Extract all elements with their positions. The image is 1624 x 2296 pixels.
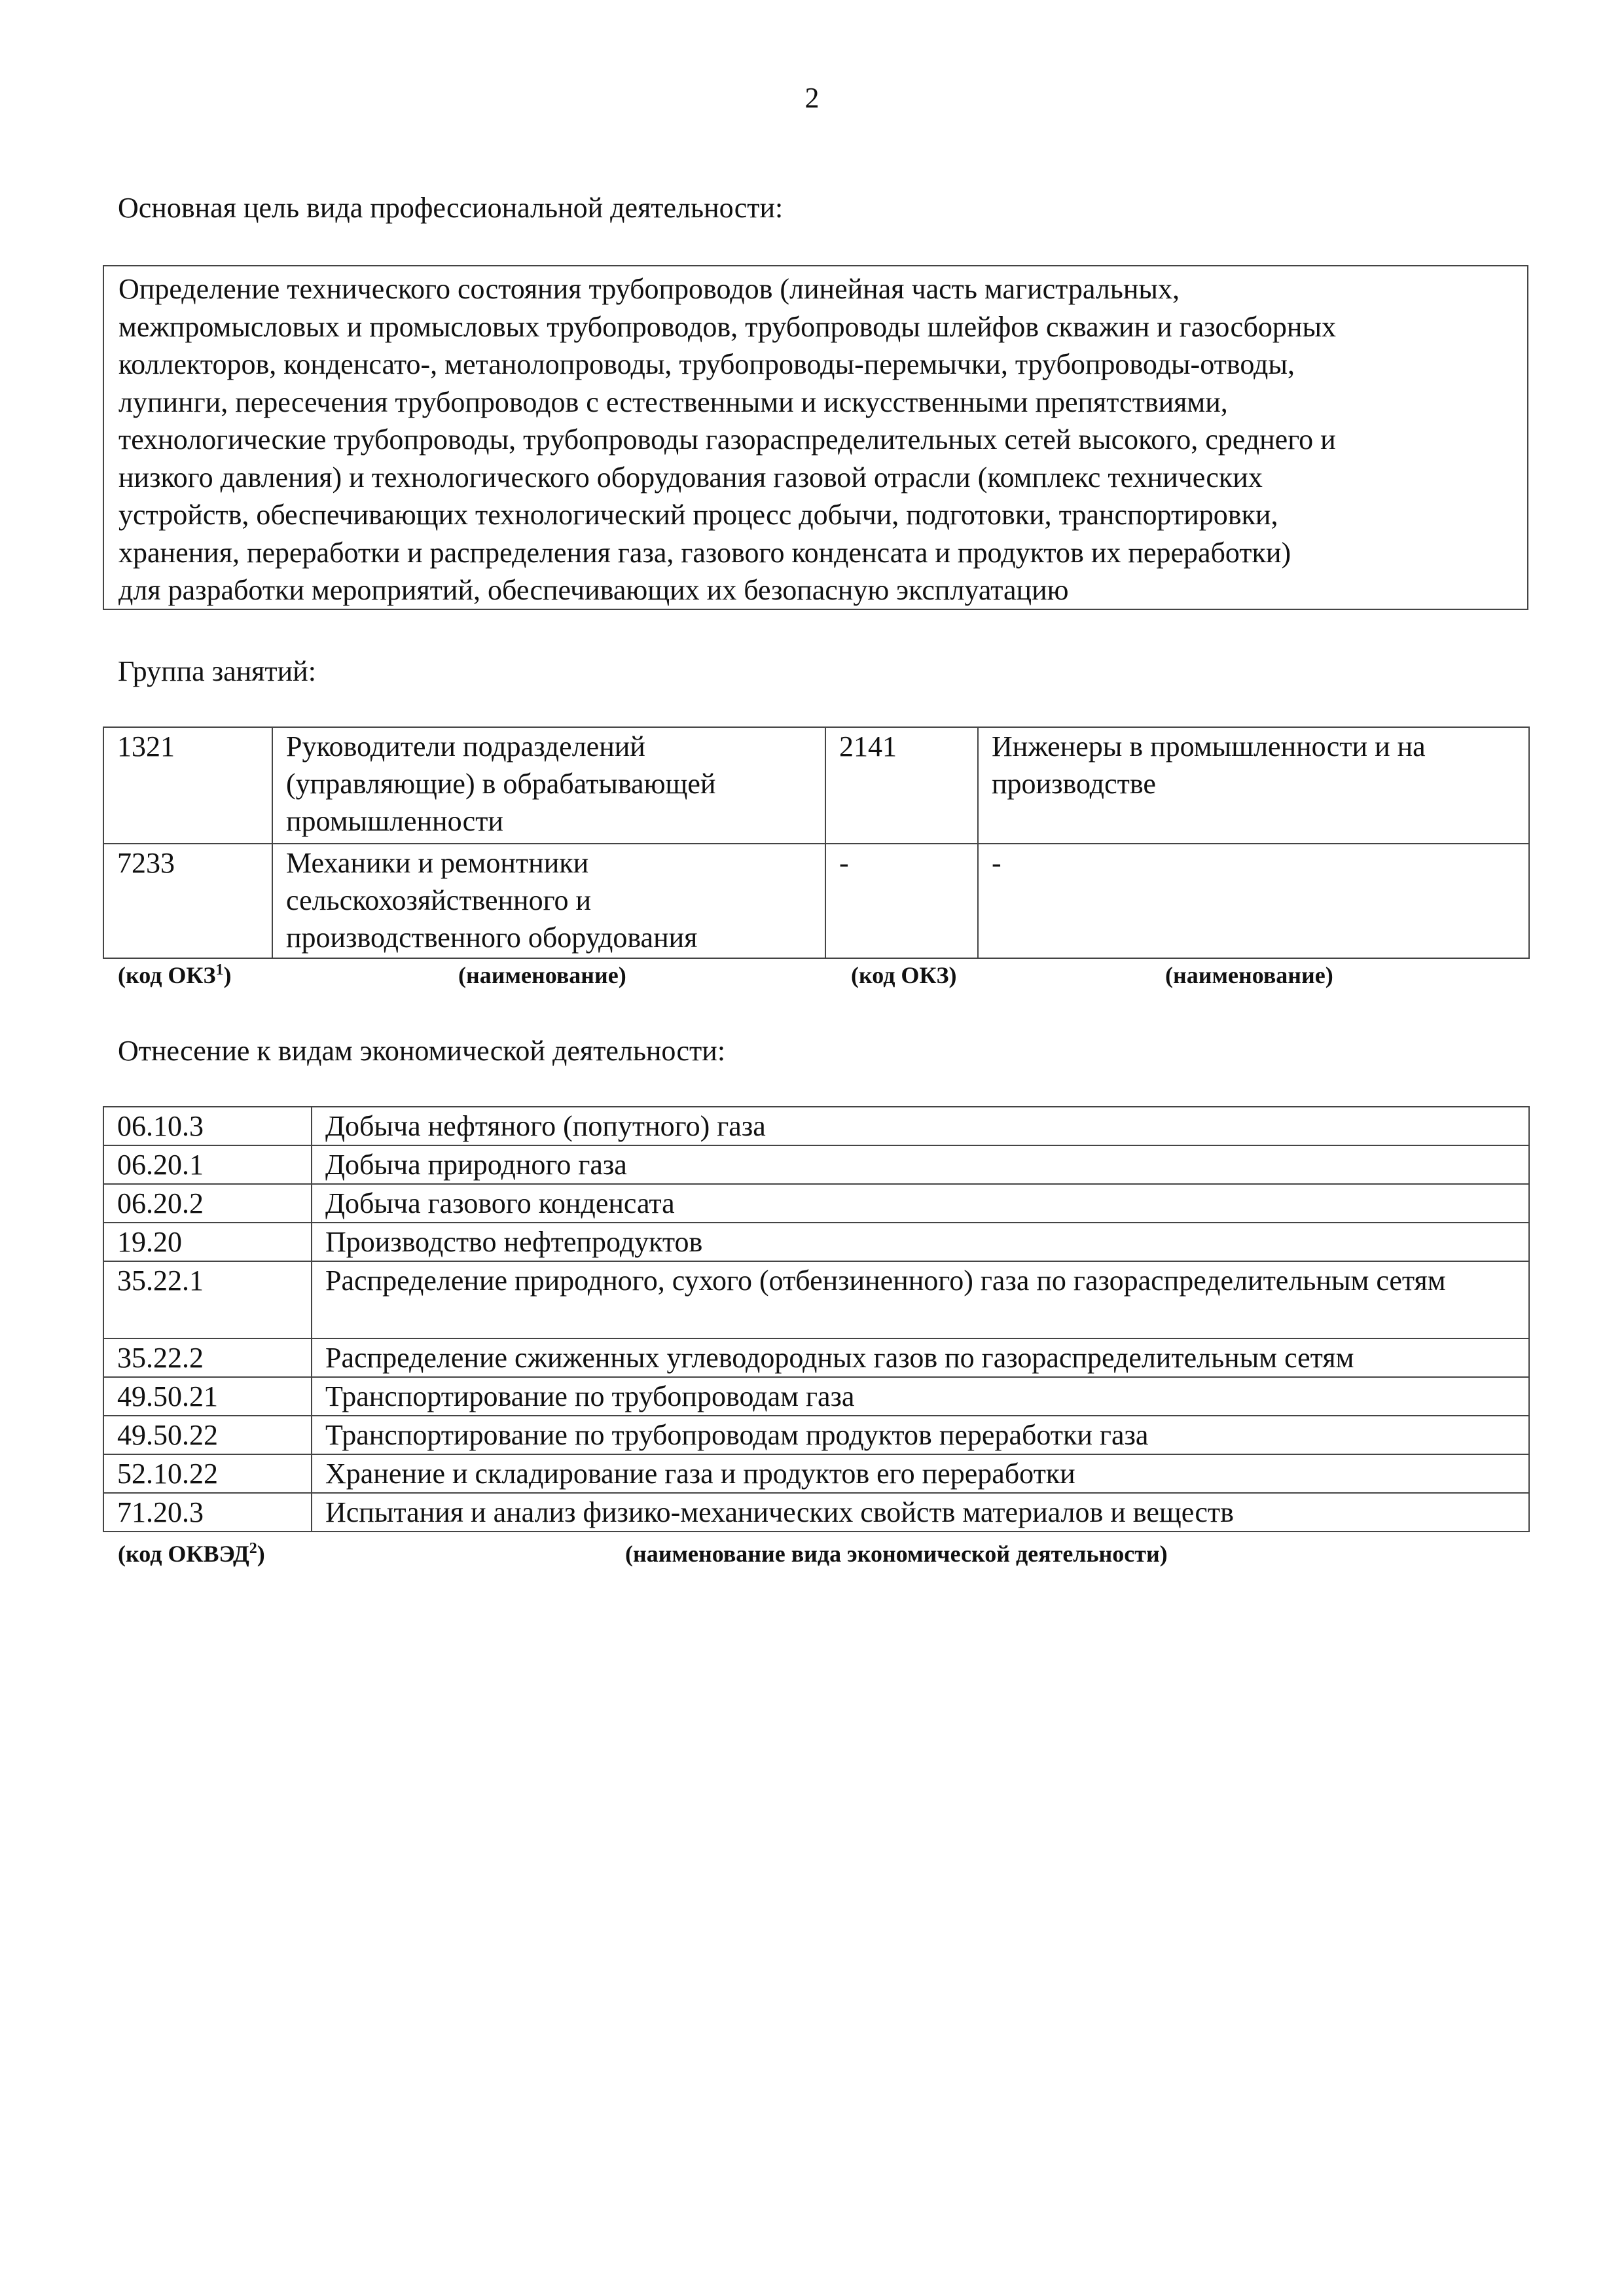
purpose-line: лупинги, пересечения трубопроводов с естественными и искусственными препятствиями, bbox=[118, 386, 1228, 418]
caption-text: (код ОКЗ bbox=[118, 962, 216, 988]
purpose-line: Определение технического состояния трубопроводов (линейная часть магистральных, bbox=[118, 273, 1180, 305]
okved-code-cell: 06.20.2 bbox=[103, 1184, 312, 1223]
okved-code-cell: 71.20.3 bbox=[103, 1493, 312, 1532]
okz-code-caption bbox=[118, 961, 232, 990]
okved-code-cell: 49.50.22 bbox=[103, 1416, 312, 1454]
okz-name-cell: Механики и ремонтники сельскохозяйственного и производственного оборудования bbox=[272, 844, 825, 958]
purpose-line: для разработки мероприятий, обеспечивающих их безопасную эксплуатацию bbox=[118, 574, 1069, 606]
table-row bbox=[103, 1338, 1529, 1377]
okved-code-cell: 52.10.22 bbox=[103, 1454, 312, 1493]
table-row bbox=[103, 727, 1529, 844]
okved-name-cell: Хранение и складирование газа и продуктов его переработки bbox=[312, 1454, 1529, 1493]
okved-code-cell: 06.20.1 bbox=[103, 1145, 312, 1184]
table-row bbox=[103, 1184, 1529, 1223]
table-row bbox=[103, 1493, 1529, 1532]
okz-code-cell: 7233 bbox=[103, 844, 272, 958]
footnote-mark: 1 bbox=[215, 961, 224, 978]
okved-code-cell: 19.20 bbox=[103, 1223, 312, 1261]
table-row bbox=[103, 1223, 1529, 1261]
okved-name-cell: Распределение сжиженных углеводородных газов по газораспределительным сетям bbox=[312, 1338, 1529, 1377]
okved-name-cell: Добыча газового конденсата bbox=[312, 1184, 1529, 1223]
okz-name-caption-2: (наименование) bbox=[1165, 962, 1333, 988]
occupations-table bbox=[103, 726, 1530, 959]
purpose-box bbox=[103, 265, 1528, 610]
okz-name-cell: Руководители подразделений (управляющие) в обрабатывающей промышленности bbox=[272, 727, 825, 844]
okved-code-cell: 49.50.21 bbox=[103, 1377, 312, 1416]
purpose-line: коллекторов, конденсато-, метанолопроводы, трубопроводы-перемычки, трубопроводы-отводы, bbox=[118, 348, 1295, 380]
occupations-heading: Группа занятий: bbox=[118, 655, 316, 687]
okved-code-cell: 35.22.2 bbox=[103, 1338, 312, 1377]
table-row bbox=[103, 1454, 1529, 1493]
okz-code-cell: - bbox=[825, 844, 978, 958]
okz-name-cell: Инженеры в промышленности и на производстве bbox=[978, 727, 1529, 844]
purpose-line: низкого давления) и технологического оборудования газовой отрасли (комплекс технических bbox=[118, 461, 1263, 493]
okz-code-cell: 2141 bbox=[825, 727, 978, 844]
activities-table bbox=[103, 1106, 1530, 1532]
table-row bbox=[103, 844, 1529, 958]
okz-name-caption: (наименование) bbox=[458, 962, 626, 988]
table-row bbox=[103, 1377, 1529, 1416]
okved-name-cell: Добыча природного газа bbox=[312, 1145, 1529, 1184]
purpose-heading: Основная цель вида профессиональной деятельности: bbox=[118, 192, 784, 224]
table-row bbox=[103, 1107, 1529, 1145]
okved-name-cell: Транспортирование по трубопроводам газа bbox=[312, 1377, 1529, 1416]
okz-name-cell: - bbox=[978, 844, 1529, 958]
okved-code-caption bbox=[118, 1539, 265, 1568]
purpose-line: межпромысловых и промысловых трубопроводов, трубопроводы шлейфов скважин и газосборных bbox=[118, 310, 1337, 343]
okved-name-cell: Добыча нефтяного (попутного) газа bbox=[312, 1107, 1529, 1145]
caption-text: (код ОКВЭД bbox=[118, 1541, 249, 1567]
okved-code-cell: 06.10.3 bbox=[103, 1107, 312, 1145]
okved-name-cell: Производство нефтепродуктов bbox=[312, 1223, 1529, 1261]
okved-name-caption: (наименование вида экономической деятельности) bbox=[625, 1541, 1168, 1567]
activities-heading: Отнесение к видам экономической деятельности: bbox=[118, 1035, 726, 1067]
purpose-line: устройств, обеспечивающих технологический процесс добычи, подготовки, транспортировки, bbox=[118, 499, 1278, 531]
okved-name-cell: Транспортирование по трубопроводам продуктов переработки газа bbox=[312, 1416, 1529, 1454]
okved-code-cell: 35.22.1 bbox=[103, 1261, 312, 1338]
okved-name-cell: Распределение природного, сухого (отбензиненного) газа по газораспределительным сетям bbox=[312, 1261, 1529, 1338]
okved-name-cell: Испытания и анализ физико-механических свойств материалов и веществ bbox=[312, 1493, 1529, 1532]
caption-text: ) bbox=[223, 962, 232, 988]
purpose-line: технологические трубопроводы, трубопроводы газораспределительных сетей высокого, среднего и bbox=[118, 423, 1336, 456]
page-number: 2 bbox=[804, 82, 820, 114]
okz-code-cell: 1321 bbox=[103, 727, 272, 844]
footnote-mark: 2 bbox=[249, 1540, 257, 1557]
table-row bbox=[103, 1261, 1529, 1338]
purpose-line: хранения, переработки и распределения газа, газового конденсата и продуктов их переработки) bbox=[118, 536, 1291, 569]
okz-code-caption-2: (код ОКЗ) bbox=[851, 962, 957, 988]
caption-text: ) bbox=[257, 1541, 265, 1567]
table-row bbox=[103, 1416, 1529, 1454]
table-row bbox=[103, 1145, 1529, 1184]
